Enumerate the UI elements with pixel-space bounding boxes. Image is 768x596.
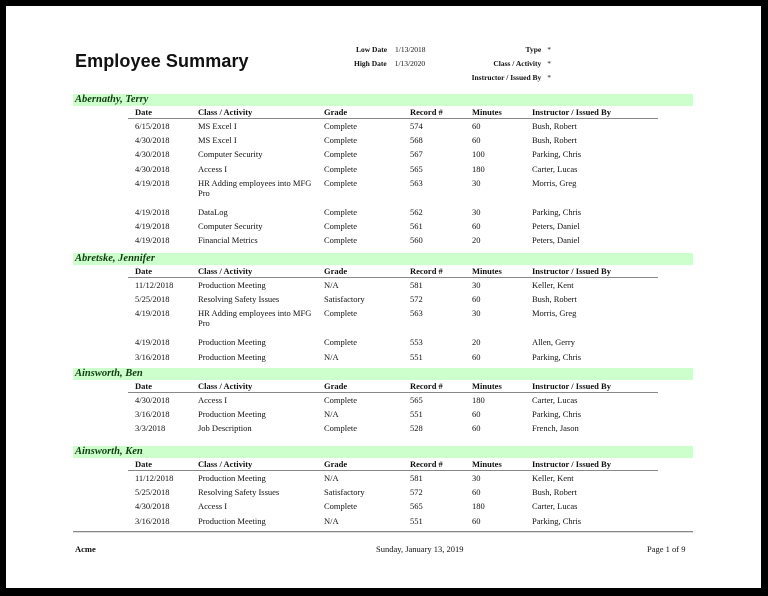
cell-date: 4/19/2018 (135, 206, 170, 217)
type-value: * (547, 45, 551, 54)
cell-minutes: 30 (472, 206, 481, 217)
low-date-label: Low Date (356, 45, 388, 54)
employee-name: Abretske, Jennifer (75, 253, 155, 264)
column-header-class-activity: Class / Activity (198, 266, 253, 276)
type-param (526, 43, 551, 57)
cell-grade: Complete (324, 395, 358, 405)
cell-minutes: 100 (472, 149, 485, 160)
cell-instructor: Morris, Greg (532, 308, 577, 319)
cell-class-activity: Access I (198, 163, 228, 174)
cell-grade: N/A (324, 351, 339, 362)
cell-minutes: 60 (472, 487, 481, 498)
cell-grade: Complete (324, 177, 358, 188)
table-row (128, 133, 658, 147)
table-row (128, 335, 658, 349)
cell-minutes: 60 (472, 294, 481, 305)
column-header-minutes: Minutes (472, 107, 502, 117)
cell-instructor: Peters, Daniel (532, 220, 580, 231)
cell-instructor: Morris, Greg (532, 177, 577, 188)
cell-record-number: 563 (410, 308, 423, 319)
cell-date: 4/19/2018 (135, 177, 170, 188)
employee-header-band (73, 368, 693, 380)
cell-instructor: Allen, Gerry (532, 337, 575, 348)
table-row (128, 205, 658, 219)
cell-class-activity: MS Excel I (198, 135, 237, 146)
cell-date: 3/16/2018 (135, 409, 170, 420)
employee-group (73, 368, 693, 436)
cell-grade: Complete (324, 235, 358, 246)
cell-date: 4/19/2018 (135, 220, 170, 231)
column-header-record-number: Record # (410, 266, 443, 276)
table-row (128, 176, 658, 205)
column-header-row (128, 458, 658, 471)
cell-grade: Complete (324, 337, 358, 348)
cell-instructor: Parking, Chris (532, 409, 582, 420)
cell-date: 4/30/2018 (135, 135, 170, 146)
table-row (128, 499, 658, 513)
cell-grade: N/A (324, 515, 339, 526)
column-header-instructor: Instructor / Issued By (532, 266, 611, 276)
employee-name: Abernathy, Terry (75, 94, 149, 105)
table-row (128, 219, 658, 233)
cell-record-number: 562 (410, 206, 423, 217)
column-header-row (128, 380, 658, 393)
cell-minutes: 20 (472, 337, 481, 348)
cell-instructor: Keller, Kent (532, 473, 574, 483)
cell-record-number: 565 (410, 395, 423, 405)
table-row (128, 407, 658, 421)
column-header-grade: Grade (324, 381, 348, 391)
table-row (128, 147, 658, 161)
cell-date: 4/30/2018 (135, 395, 170, 405)
cell-instructor: Parking, Chris (532, 206, 582, 217)
column-header-class-activity: Class / Activity (198, 107, 253, 117)
cell-minutes: 30 (472, 308, 481, 319)
table-row (128, 162, 658, 176)
table-row (128, 233, 658, 247)
cell-minutes: 60 (472, 351, 481, 362)
cell-class-activity: Production Meeting (198, 409, 266, 420)
cell-grade: Complete (324, 501, 358, 512)
cell-instructor: Parking, Chris (532, 149, 582, 160)
table-row (128, 350, 658, 364)
column-header-row (128, 106, 658, 119)
cell-class-activity: Computer Security (198, 220, 263, 231)
table-row (128, 119, 658, 133)
cell-date: 4/30/2018 (135, 163, 170, 174)
cell-record-number: 581 (410, 473, 423, 483)
table-row (128, 306, 658, 335)
cell-instructor: Parking, Chris (532, 515, 582, 526)
report-title: Employee Summary (75, 51, 249, 71)
cell-class-activity: DataLog (198, 206, 228, 217)
cell-grade: Satisfactory (324, 294, 365, 305)
employee-group (73, 446, 693, 528)
column-header-date: Date (135, 459, 152, 469)
cell-instructor: Bush, Robert (532, 294, 577, 305)
column-header-minutes: Minutes (472, 381, 502, 391)
cell-record-number: 581 (410, 280, 423, 290)
cell-class-activity: Access I (198, 395, 228, 405)
cell-record-number: 553 (410, 337, 423, 348)
cell-date: 5/25/2018 (135, 294, 170, 305)
class-param (493, 57, 551, 71)
column-header-grade: Grade (324, 107, 348, 117)
cell-date: 3/16/2018 (135, 515, 170, 526)
cell-class-activity: Resolving Safety Issues (198, 294, 280, 305)
cell-minutes: 180 (472, 163, 485, 174)
column-header-instructor: Instructor / Issued By (532, 107, 611, 117)
cell-grade: Complete (324, 423, 358, 434)
table-row (128, 471, 658, 485)
column-header-date: Date (135, 266, 152, 276)
cell-grade: Complete (324, 163, 358, 174)
cell-grade: N/A (324, 280, 339, 290)
cell-minutes: 30 (472, 280, 481, 290)
cell-date: 4/30/2018 (135, 149, 170, 160)
cell-grade: Complete (324, 220, 358, 231)
cell-minutes: 30 (472, 177, 481, 188)
cell-instructor: Keller, Kent (532, 280, 574, 290)
cell-minutes: 60 (472, 135, 481, 146)
cell-grade: Complete (324, 121, 358, 131)
cell-date: 5/25/2018 (135, 487, 170, 498)
cell-instructor: French, Jason (532, 423, 579, 434)
cell-class-activity: Production Meeting (198, 515, 266, 526)
cell-class-activity: Production Meeting (198, 351, 266, 362)
table-row (128, 514, 658, 528)
cell-instructor: Carter, Lucas (532, 501, 578, 512)
cell-class-activity: Computer Security (198, 149, 263, 160)
cell-class-activity: HR Adding employees into MFG Pro (198, 308, 312, 329)
cell-instructor: Peters, Daniel (532, 235, 580, 246)
cell-date: 3/16/2018 (135, 351, 170, 362)
cell-record-number: 560 (410, 235, 423, 246)
cell-class-activity: MS Excel I (198, 121, 237, 131)
instructor-value: * (547, 73, 551, 82)
cell-record-number: 572 (410, 487, 423, 498)
cell-minutes: 180 (472, 395, 485, 405)
cell-record-number: 565 (410, 501, 423, 512)
employee-header-band (73, 94, 693, 106)
column-header-instructor: Instructor / Issued By (532, 459, 611, 469)
cell-minutes: 180 (472, 501, 485, 512)
cell-instructor: Bush, Robert (532, 487, 577, 498)
table-row (128, 393, 658, 407)
footer-page-number: Page 1 of 9 (647, 544, 686, 554)
cell-class-activity: HR Adding employees into MFG Pro (198, 177, 312, 198)
cell-record-number: 551 (410, 409, 423, 420)
cell-minutes: 60 (472, 220, 481, 231)
column-header-instructor: Instructor / Issued By (532, 381, 611, 391)
column-header-record-number: Record # (410, 107, 443, 117)
type-label: Type (525, 45, 542, 54)
bottom-divider (73, 531, 693, 532)
cell-record-number: 567 (410, 149, 423, 160)
employee-header-band (73, 446, 693, 458)
cell-record-number: 561 (410, 220, 423, 231)
cell-minutes: 60 (472, 409, 481, 420)
instructor-param (472, 71, 551, 85)
cell-date: 6/15/2018 (135, 121, 170, 131)
footer-date: Sunday, January 13, 2019 (376, 544, 464, 554)
cell-date: 11/12/2018 (135, 473, 174, 483)
employee-name: Ainsworth, Ken (75, 446, 143, 457)
employee-name: Ainsworth, Ben (75, 368, 143, 379)
instructor-label: Instructor / Issued By (471, 73, 542, 82)
cell-record-number: 574 (410, 121, 423, 131)
table-row (128, 278, 658, 292)
column-header-date: Date (135, 381, 152, 391)
cell-minutes: 60 (472, 515, 481, 526)
cell-grade: Complete (324, 135, 358, 146)
cell-minutes: 60 (472, 121, 481, 131)
cell-date: 3/3/2018 (135, 423, 166, 434)
cell-class-activity: Production Meeting (198, 337, 266, 348)
cell-instructor: Carter, Lucas (532, 163, 578, 174)
cell-minutes: 20 (472, 235, 481, 246)
cell-grade: Satisfactory (324, 487, 365, 498)
employee-group (73, 253, 693, 364)
cell-record-number: 563 (410, 177, 423, 188)
column-header-minutes: Minutes (472, 459, 502, 469)
cell-minutes: 60 (472, 423, 481, 434)
column-header-class-activity: Class / Activity (198, 381, 253, 391)
cell-class-activity: Job Description (198, 423, 252, 434)
cell-record-number: 551 (410, 351, 423, 362)
column-header-grade: Grade (324, 266, 348, 276)
column-header-grade: Grade (324, 459, 348, 469)
cell-class-activity: Production Meeting (198, 280, 266, 290)
cell-date: 4/30/2018 (135, 501, 170, 512)
column-header-date: Date (135, 107, 152, 117)
column-header-row (128, 265, 658, 278)
high-date-label: High Date (354, 59, 387, 68)
cell-grade: Complete (324, 308, 358, 319)
low-date-param (356, 43, 425, 57)
column-header-record-number: Record # (410, 459, 443, 469)
cell-grade: N/A (324, 473, 339, 483)
footer-company: Acme (75, 544, 96, 554)
cell-instructor: Bush, Robert (532, 121, 577, 131)
cell-record-number: 572 (410, 294, 423, 305)
cell-instructor: Bush, Robert (532, 135, 577, 146)
high-date-value: 1/13/2020 (394, 59, 426, 68)
table-row (128, 421, 658, 435)
cell-record-number: 568 (410, 135, 423, 146)
cell-grade: Complete (324, 149, 358, 160)
cell-record-number: 565 (410, 163, 423, 174)
cell-record-number: 528 (410, 423, 423, 434)
cell-date: 4/19/2018 (135, 337, 170, 348)
high-date-param (354, 57, 425, 71)
low-date-value: 1/13/2018 (395, 45, 426, 54)
column-header-minutes: Minutes (472, 266, 502, 276)
table-row (128, 292, 658, 306)
cell-date: 11/12/2018 (135, 280, 174, 290)
employee-header-band (73, 253, 693, 265)
cell-class-activity: Financial Metrics (198, 235, 258, 246)
report-page (6, 6, 761, 588)
table-row (128, 485, 658, 499)
cell-minutes: 30 (472, 473, 481, 483)
cell-grade: Complete (324, 206, 358, 217)
cell-date: 4/19/2018 (135, 235, 170, 246)
cell-class-activity: Resolving Safety Issues (198, 487, 280, 498)
cell-class-activity: Access I (198, 501, 228, 512)
class-value: * (547, 59, 551, 68)
column-header-record-number: Record # (410, 381, 443, 391)
column-header-class-activity: Class / Activity (198, 459, 253, 469)
cell-grade: N/A (324, 409, 339, 420)
cell-instructor: Carter, Lucas (532, 395, 578, 405)
employee-group (73, 94, 693, 247)
class-label: Class / Activity (493, 59, 542, 68)
cell-class-activity: Production Meeting (198, 473, 266, 483)
cell-record-number: 551 (410, 515, 423, 526)
cell-date: 4/19/2018 (135, 308, 170, 319)
cell-instructor: Parking, Chris (532, 351, 582, 362)
